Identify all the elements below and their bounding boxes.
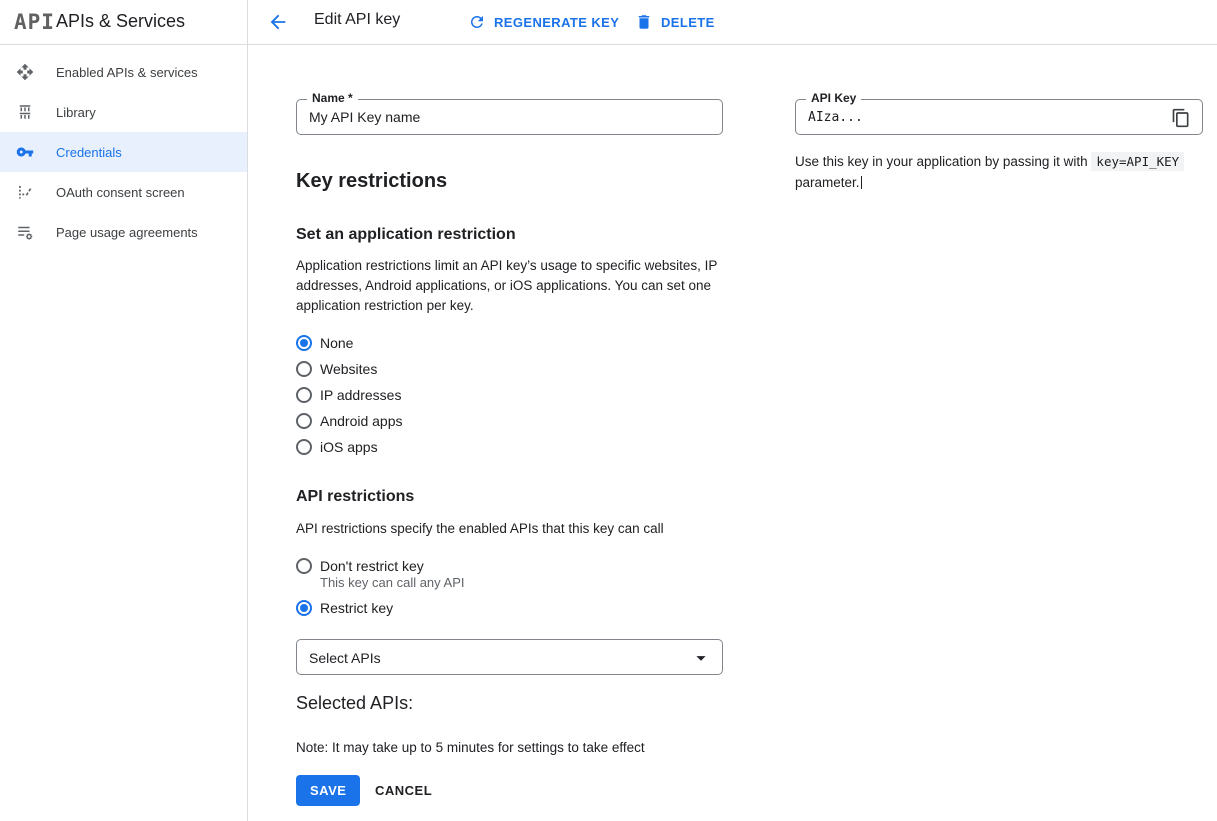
delete-button[interactable] [635,8,715,36]
sidebar-item-label: Credentials [56,144,122,160]
sidebar-item-credentials[interactable] [0,132,247,172]
header-divider [0,44,1217,45]
sidebar-item-oauth-consent[interactable] [0,172,247,212]
radio-ios-apps[interactable] [296,434,378,460]
radio-button-icon [296,558,312,574]
radio-button-icon [296,439,312,455]
sidebar-item-label: Enabled APIs & services [56,64,198,80]
radio-ip-addresses[interactable] [296,382,401,408]
sidebar-item-label: Library [56,104,96,120]
agreements-icon [16,223,34,241]
select-apis-dropdown[interactable] [296,639,723,675]
radio-button-icon [296,413,312,429]
dropdown-arrow-icon [690,647,712,674]
radio-websites[interactable] [296,356,377,382]
name-field-value: My API Key name [309,109,421,125]
app-restriction-heading: Set an application restriction [296,226,516,243]
sidebar-divider [247,0,248,821]
radio-none[interactable] [296,330,353,356]
radio-label: Websites [320,361,378,377]
page-title: Edit API key [314,11,401,28]
api-logo: API [14,10,55,34]
api-key-field[interactable] [795,91,1203,135]
usage-hint-code: key=API_KEY [1091,152,1184,171]
dont-restrict-sublabel: This key can call any API [320,575,465,590]
consent-screen-icon [16,183,34,201]
regenerate-key-button[interactable] [468,8,619,36]
usage-hint-before: Use this key in your application by passing it with [795,154,1088,169]
regenerate-key-label: REGENERATE KEY [494,14,620,30]
radio-label: Restrict key [320,600,394,616]
radio-button-icon [296,335,312,351]
copy-icon[interactable] [1171,108,1191,128]
sidebar-item-page-usage[interactable] [0,212,247,252]
radio-label: Don't restrict key [320,558,424,574]
radio-label: None [320,335,354,351]
library-icon [16,103,34,121]
sidebar-item-label: Page usage agreements [56,224,198,240]
product-title: APIs & Services [56,11,186,31]
trash-icon [635,13,653,31]
radio-restrict-key[interactable] [296,595,393,621]
usage-hint-after: parameter. [795,175,860,190]
radio-button-icon [296,600,312,616]
selected-apis-heading: Selected APIs: [296,693,414,713]
key-restrictions-heading: Key restrictions [296,170,448,192]
radio-android-apps[interactable] [296,408,403,434]
name-field[interactable] [296,91,723,135]
api-key-field-label: API Key [806,91,861,105]
delete-label: DELETE [661,14,715,30]
select-apis-value: Select APIs [309,650,381,666]
sidebar-item-enabled-apis[interactable] [0,52,247,92]
text-cursor [861,176,862,189]
apis-dashboard-icon [16,63,34,81]
radio-button-icon [296,387,312,403]
radio-label: iOS apps [320,439,378,455]
settings-note: Note: It may take up to 5 minutes for settings to take effect [296,740,645,755]
key-icon [16,143,34,161]
refresh-icon [468,13,486,31]
sidebar-item-library[interactable] [0,92,247,132]
api-restrictions-heading: API restrictions [296,488,415,505]
api-restrictions-description: API restrictions specify the enabled APIs that this key can call [296,521,664,536]
arrow-back-icon [267,11,289,33]
radio-label: Android apps [320,413,403,429]
sidebar-item-label: OAuth consent screen [56,184,185,200]
usage-hint [795,151,1215,193]
app-restriction-description: Application restrictions limit an API key’s usage to specific websites, IP addresses, Android applications, or iOS applications. You can set one application restriction per key. [296,258,718,313]
name-field-label: Name * [307,91,358,105]
back-button[interactable] [265,9,291,35]
save-button[interactable]: SAVE [296,775,360,806]
radio-label: IP addresses [320,387,402,403]
cancel-button[interactable]: CANCEL [371,775,436,806]
api-key-field-value: AIza... [808,110,863,125]
radio-button-icon [296,361,312,377]
